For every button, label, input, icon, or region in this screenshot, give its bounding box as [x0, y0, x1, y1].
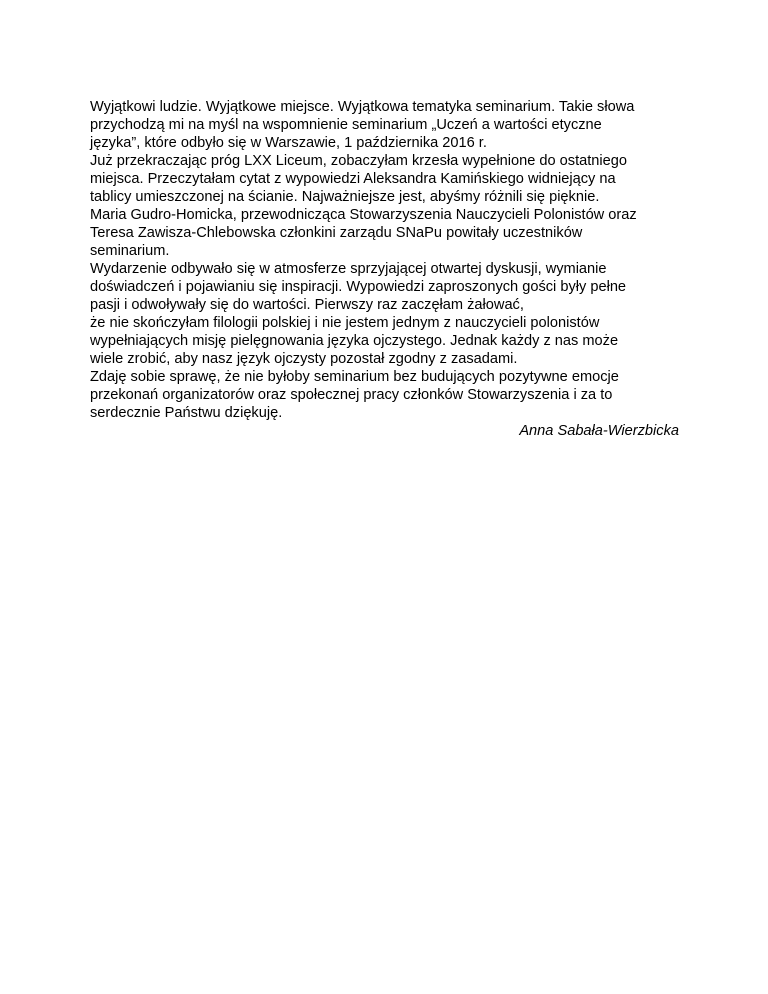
text-line: wypełniających misję pielęgnowania języka ojczystego. Jednak każdy z nas może: [90, 333, 619, 349]
text-line: Wydarzenie odbywało się w atmosferze sprzyjającej otwartej dyskusji, wymianie: [90, 261, 607, 277]
text-line: wiele zrobić, aby nasz język ojczysty pozostał zgodny z zasadami.: [90, 351, 518, 367]
text-line: miejsca. Przeczytałam cytat z wypowiedzi Aleksandra Kamińskiego widniejący na: [90, 171, 616, 187]
text-line: języka”, które odbyło się w Warszawie, 1 października 2016 r.: [90, 135, 487, 151]
text-line: przekonań organizatorów oraz społecznej pracy członków Stowarzyszenia i za to: [90, 387, 613, 403]
article-body: [90, 98, 690, 440]
text-line: Już przekraczając próg LXX Liceum, zobaczyłam krzesła wypełnione do ostatniego: [90, 153, 627, 169]
author-signature: Anna Sabała-Wierzbicka: [519, 423, 679, 439]
text-line: pasji i odwoływały się do wartości. Pierwszy raz zaczęłam żałować,: [90, 297, 524, 313]
text-line: przychodzą mi na myśl na wspomnienie seminarium „Uczeń a wartości etyczne: [90, 117, 602, 133]
text-line: serdecznie Państwu dziękuję.: [90, 405, 283, 421]
text-line: Maria Gudro-Homicka, przewodnicząca Stowarzyszenia Nauczycieli Polonistów oraz: [90, 207, 637, 223]
text-line: Zdaję sobie sprawę, że nie byłoby seminarium bez budujących pozytywne emocje: [90, 369, 619, 385]
text-line: że nie skończyłam filologii polskiej i nie jestem jednym z nauczycieli polonistów: [90, 315, 600, 331]
text-line: tablicy umieszczonej na ścianie. Najważniejsze jest, abyśmy różnili się pięknie.: [90, 189, 600, 205]
text-line: Teresa Zawisza-Chlebowska członkini zarządu SNaPu powitały uczestników: [90, 225, 583, 241]
text-line: seminarium.: [90, 243, 170, 259]
text-line: doświadczeń i pojawianiu się inspiracji. Wypowiedzi zaproszonych gości były pełne: [90, 279, 627, 295]
text-line: Wyjątkowi ludzie. Wyjątkowe miejsce. Wyjątkowa tematyka seminarium. Takie słowa: [90, 99, 635, 115]
